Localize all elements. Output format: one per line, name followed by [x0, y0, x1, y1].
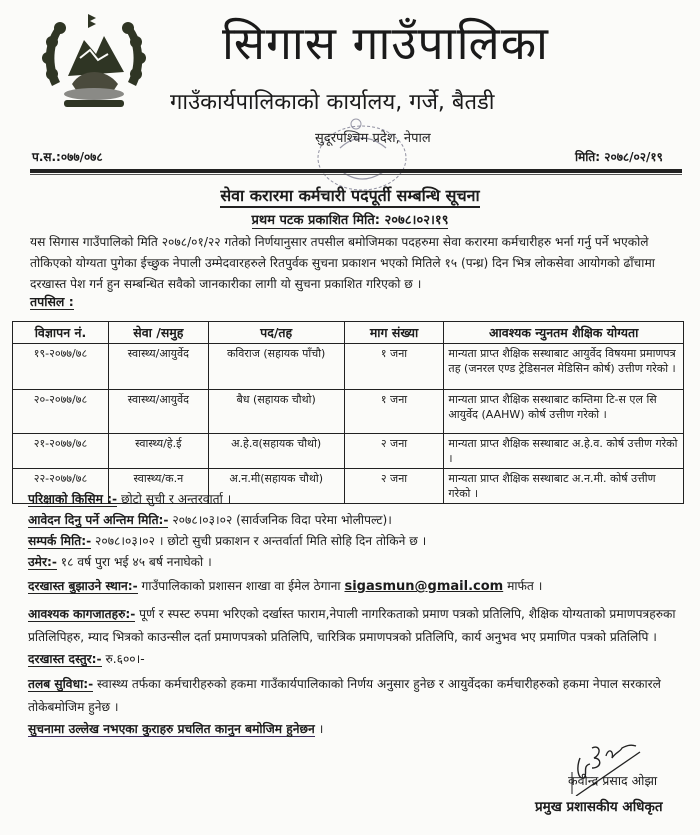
post-level: कविराज (सहायक पाँचौ)	[208, 344, 344, 390]
deadline-label: आवेदन दिनु पर्ने अन्तिम मिति:-	[28, 513, 169, 527]
qualification: मान्यता प्राप्त शैक्षिक सस्थाबाट कम्तिमा टि-स एल सि आयुर्वेद (AAHW) कोर्ष उत्तीण गरेको ।	[444, 390, 684, 434]
closing-text: सुचनामा उल्लेख नभएका कुराहरु प्रचलित कानुन बमोजिम हुनेछन	[28, 722, 315, 736]
qualification: मान्यता प्राप्त शैक्षिक सस्थाबाट अ.हे.व. कोर्ष उत्तीण गरेको ।	[444, 434, 684, 469]
vacancy-table	[12, 321, 684, 504]
qualification: मान्यता प्राप्त शैक्षिक सस्थाबाट आयुर्वेद विषयमा प्रमाणपत्र तह (जनरल एण्ड ट्रेडिसनल मेडिसिन कोर्ष) उत्तीण गरेको ।	[444, 344, 684, 390]
col-header-demand-count: माग संख्या	[344, 322, 444, 344]
signatory-name: कवीन्द्र प्रसाद ओझा	[568, 773, 658, 788]
ad-number: २१-२०७७/७८	[13, 434, 109, 469]
table-row	[13, 344, 684, 390]
salary-label: तलब सुविधा:-	[28, 677, 94, 691]
age-label: उमेर:-	[28, 555, 57, 569]
post-level: अ.हे.व(सहायक चौथो)	[208, 434, 344, 469]
service-group: स्वास्थ्य/क.न	[108, 469, 208, 504]
first-published-date: प्रथम पटक प्रकाशित मिति: २०७८।०२।१९	[251, 213, 449, 228]
submit-place-label: दरखास्त बुझाउने स्थान:-	[28, 579, 138, 593]
signatory-title: प्रमुख प्रशासकीय अधिकृत	[535, 799, 663, 815]
fee-value: रु.६००।-	[101, 652, 145, 666]
age-value: १८ वर्ष पुरा भई ४५ बर्ष ननाघेको ।	[56, 555, 212, 569]
demand-count: १ जना	[344, 344, 444, 390]
demand-count: २ जना	[344, 434, 444, 469]
service-group: स्वास्थ्य/हे.ई	[108, 434, 208, 469]
closing-suffix: ।	[314, 722, 324, 736]
submit-place-line	[28, 576, 688, 597]
office-address: गाउँकार्यपालिकाको कार्यालय, गर्जे, बैतडी	[170, 90, 495, 115]
col-header-service-group: सेवा /समुह	[108, 322, 208, 344]
exam-type-value: छोटो सुची र अन्तरवार्ता ।	[117, 492, 232, 506]
nepal-government-emblem-icon	[38, 6, 150, 118]
contact-date-line	[28, 531, 688, 552]
service-group: स्वास्थ्य/आयुर्वेद	[108, 344, 208, 390]
notice-title: सेवा करारमा कर्मचारी पदपूर्ती सम्बन्धि सूचना	[0, 184, 700, 206]
intro-paragraph: यस सिगास गाउँपालिको मिति २०७८/०१/२२ गतेको निर्णयानुसार तपसील बमोजिमका पदहरुमा सेवा करारमा कर्मचारीहरु भर्ना गर्नु पर्ने भएकोले तोकिएको योग्यता पुगेका ईच्छुक नेपाली उम्मेदवारहरुले रितपुर्वक सुचना प्रकाशन भएको मितिले १५ (पन्ध्र) दिन भित्र लोकसेवा आयोगको ढाँचामा दरखास्त पेश गर्न हुन सम्बन्धित सवैको जानकारीका लागी यो सुचना प्रकाशित गरिएको छ ।	[30, 235, 655, 291]
documents-label: आवश्यक कागजातहरु:-	[28, 607, 136, 621]
table-header-row	[13, 322, 684, 344]
notice-details	[28, 489, 688, 740]
exam-type-line	[28, 489, 688, 510]
ad-number: २२-२०७७/७८	[13, 469, 109, 504]
submit-place-suffix: मार्फत ।	[503, 579, 543, 593]
col-header-ad-no: विज्ञापन नं.	[13, 322, 109, 344]
service-group: स्वास्थ्य/आयुर्वेद	[108, 390, 208, 434]
col-header-post-level: पद/तह	[208, 322, 344, 344]
demand-count: १ जना	[344, 390, 444, 434]
salary-value: स्वास्थ्य तर्फका कर्मचारीहरुको हकमा गाउँकार्यपालिकाको निर्णय अनुसार हुनेछ र आयुर्वेदका कर्मचारीहरुको हकमा नेपाल सरकारले तोकेबमोजिम हुनेछ ।	[28, 677, 661, 714]
demand-count: २ जना	[344, 469, 444, 504]
fee-label: दरखास्त दस्तुर:-	[28, 652, 102, 666]
ad-number: २०-२०७७/७८	[13, 390, 109, 434]
deadline-line	[28, 510, 688, 531]
table-row	[13, 434, 684, 469]
post-level: बैध (सहायक चौथो)	[208, 390, 344, 434]
exam-type-label: परिक्षाको किसिम :-	[28, 492, 118, 506]
salary-paragraph	[28, 673, 688, 719]
header-divider-thin	[30, 174, 682, 175]
submit-place-value: गाउँपालिकाको प्रशासन शाखा वा ईमेल ठेगाना	[137, 579, 345, 593]
contact-date-label: सम्पर्क मिति:-	[28, 534, 92, 548]
documents-value: पूर्ण र स्पस्ट रुपमा भरिएको दर्खास्त फाराम,नेपाली नागरिकताको प्रमाण पत्रको प्रतिलिपि, शैक्षिक योग्यताको प्रमाणपत्रहरुका प्रतिलिपिहरु, म्याद भित्रको काउन्सील दर्ता प्रमाणपत्रको प्रतिलिपि, चारित्रिक प्रमाणपत्रको प्रतिलिपि, कार्य अनुभव भए प्रमाणित पत्रको प्रतिलिपि ।	[28, 607, 676, 644]
closing-line	[28, 719, 688, 740]
reference-number: प.स.:०७७/०७८	[32, 150, 103, 164]
post-level: अ.न.मी(सहायक चौथो)	[208, 469, 344, 504]
organization-name: सिगास गाउँपालिका	[222, 16, 549, 70]
tapsil-label: तपसिल :	[30, 294, 74, 309]
ad-number: १९-२०७७/७८	[13, 344, 109, 390]
header-divider	[30, 169, 682, 173]
fee-line	[28, 649, 688, 670]
issue-date: मिति: २०७८/०२/१९	[575, 150, 663, 164]
col-header-qualification: आवश्यक न्युनतम शैक्षिक योग्यता	[444, 322, 684, 344]
deadline-value: २०७८।०३।०२ (सार्वजनिक विदा परेमा भोलीपल्ट)।	[168, 513, 392, 527]
qualification: मान्यता प्राप्त शैक्षिक सस्थाबाट अ.न.मी. कोर्ष उत्तीण गरेको ।	[444, 469, 684, 504]
email-link[interactable]: sigasmun@gmail.com	[344, 579, 504, 594]
age-line	[28, 552, 688, 573]
table-row	[13, 390, 684, 434]
documents-paragraph	[28, 603, 688, 649]
contact-date-value: २०७८।०३।०२ । छोटो सुची प्रकाशन र अन्तर्वार्ता मिति सोहि दिन तोकिने छ ।	[91, 534, 427, 548]
province-line: सुदूरपश्चिम प्रदेश, नेपाल	[315, 131, 431, 146]
